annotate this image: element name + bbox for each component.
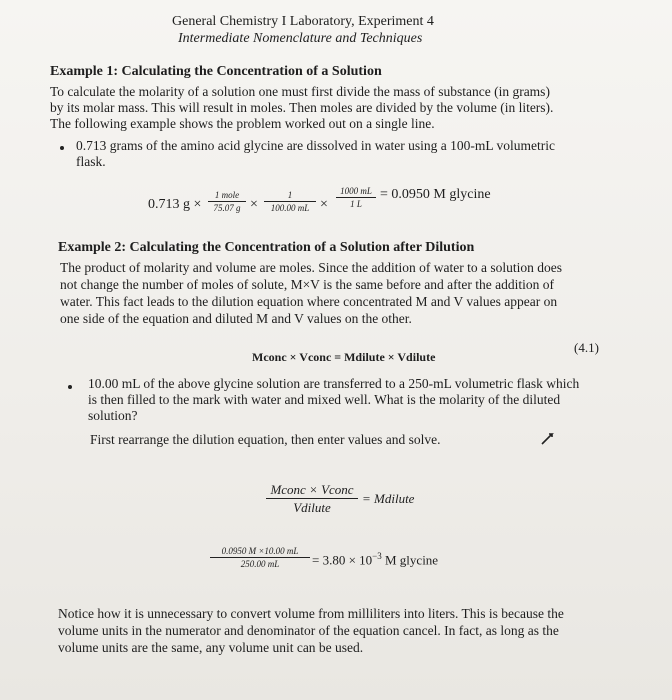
example1-bullet-line-2: flask. xyxy=(76,154,106,169)
document-title: General Chemistry I Laboratory, Experiment 4 xyxy=(172,14,434,29)
eq1-frac2-numerator: 1 xyxy=(287,190,293,200)
example2-instruction: First rearrange the dilution equation, then enter values and solve. xyxy=(90,432,441,447)
eq1-result: = 0.0950 M glycine xyxy=(380,187,491,202)
solution-result-main: = 3.80 × 10 xyxy=(312,552,373,568)
rearranged-denominator: Vdilute xyxy=(293,500,331,515)
fraction-bar xyxy=(208,201,246,202)
solution-denominator: 250.00 mL xyxy=(240,559,280,569)
solution-numerator: 0.0950 M ×10.00 mL xyxy=(221,546,299,556)
cursor-icon xyxy=(540,432,554,446)
solution-fraction xyxy=(210,546,310,569)
rearranged-fraction xyxy=(266,482,358,515)
rearranged-numerator: Mconc × Vconc xyxy=(270,482,354,497)
example2-para-line-2: not change the number of moles of solute, M×V is the same before and after the addition of xyxy=(60,277,554,292)
example2-para-line-3: water. This fact leads to the dilution equation where concentrated M and V values appear on xyxy=(60,294,558,309)
notice-line-3: volume units are the same, any volume unit can be used. xyxy=(58,640,364,655)
fraction-bar xyxy=(264,201,316,202)
fraction-bar xyxy=(266,498,358,499)
solution-result xyxy=(312,551,438,568)
eq1-times-2: × xyxy=(320,197,328,212)
dilution-equation: Mconc × Vconc = Mdilute × Vdilute xyxy=(252,350,436,364)
notice-line-2: volume units in the numerator and denominator of the equation cancel. In fact, as long as the xyxy=(58,623,559,638)
eq1-frac3-numerator: 1000 mL xyxy=(340,186,372,196)
example1-para-line-1: To calculate the molarity of a solution one must first divide the mass of substance (in grams) xyxy=(50,84,550,99)
eq1-fraction-conversion xyxy=(336,186,376,209)
eq1-fraction-molar-mass xyxy=(208,190,246,213)
example2-bullet-line-3: solution? xyxy=(88,408,138,423)
example1-bullet-line-1: 0.713 grams of the amino acid glycine are dissolved in water using a 100-mL volumetric xyxy=(76,138,555,153)
example2-para-line-4: one side of the equation and diluted M and V values on the other. xyxy=(60,311,412,326)
notice-line-1: Notice how it is unnecessary to convert volume from milliliters into liters. This is because the xyxy=(58,606,564,621)
solution-result-unit: M glycine xyxy=(381,552,439,568)
example1-para-line-2: by its molar mass. This will result in moles. Then moles are divided by the volume (in liters). xyxy=(50,100,554,115)
eq1-times-1: × xyxy=(250,197,258,212)
example1-heading: Example 1: Calculating the Concentration of a Solution xyxy=(50,64,382,79)
eq1-frac1-denominator: 75.07 g xyxy=(213,203,241,213)
example2-bullet-line-2: is then filled to the mark with water and mixed well. What is the molarity of the diluted xyxy=(88,392,561,407)
rearranged-result: = Mdilute xyxy=(362,491,415,506)
eq1-lead: 0.713 g × xyxy=(148,197,202,212)
eq1-frac3-denominator: 1 L xyxy=(350,199,362,209)
example2-para-line-1: The product of molarity and volume are moles. Since the addition of water to a solution does xyxy=(60,260,562,275)
example1-para-line-3: The following example shows the problem worked out on a single line. xyxy=(50,116,435,131)
bullet-icon xyxy=(68,385,72,389)
example2-bullet-line-1: 10.00 mL of the above glycine solution are transferred to a 250-mL volumetric flask which xyxy=(88,376,580,391)
fraction-bar xyxy=(210,557,310,558)
solution-result-exponent: −3 xyxy=(372,551,382,561)
eq1-frac1-numerator: 1 mole xyxy=(214,190,240,200)
equation-number: (4.1) xyxy=(574,340,599,355)
eq1-frac2-denominator: 100.00 mL xyxy=(270,203,310,213)
bullet-icon xyxy=(60,146,64,150)
eq1-fraction-volume xyxy=(264,190,316,213)
fraction-bar xyxy=(336,197,376,198)
document-subtitle: Intermediate Nomenclature and Techniques xyxy=(178,31,423,46)
example2-heading: Example 2: Calculating the Concentration of a Solution after Dilution xyxy=(58,240,475,255)
